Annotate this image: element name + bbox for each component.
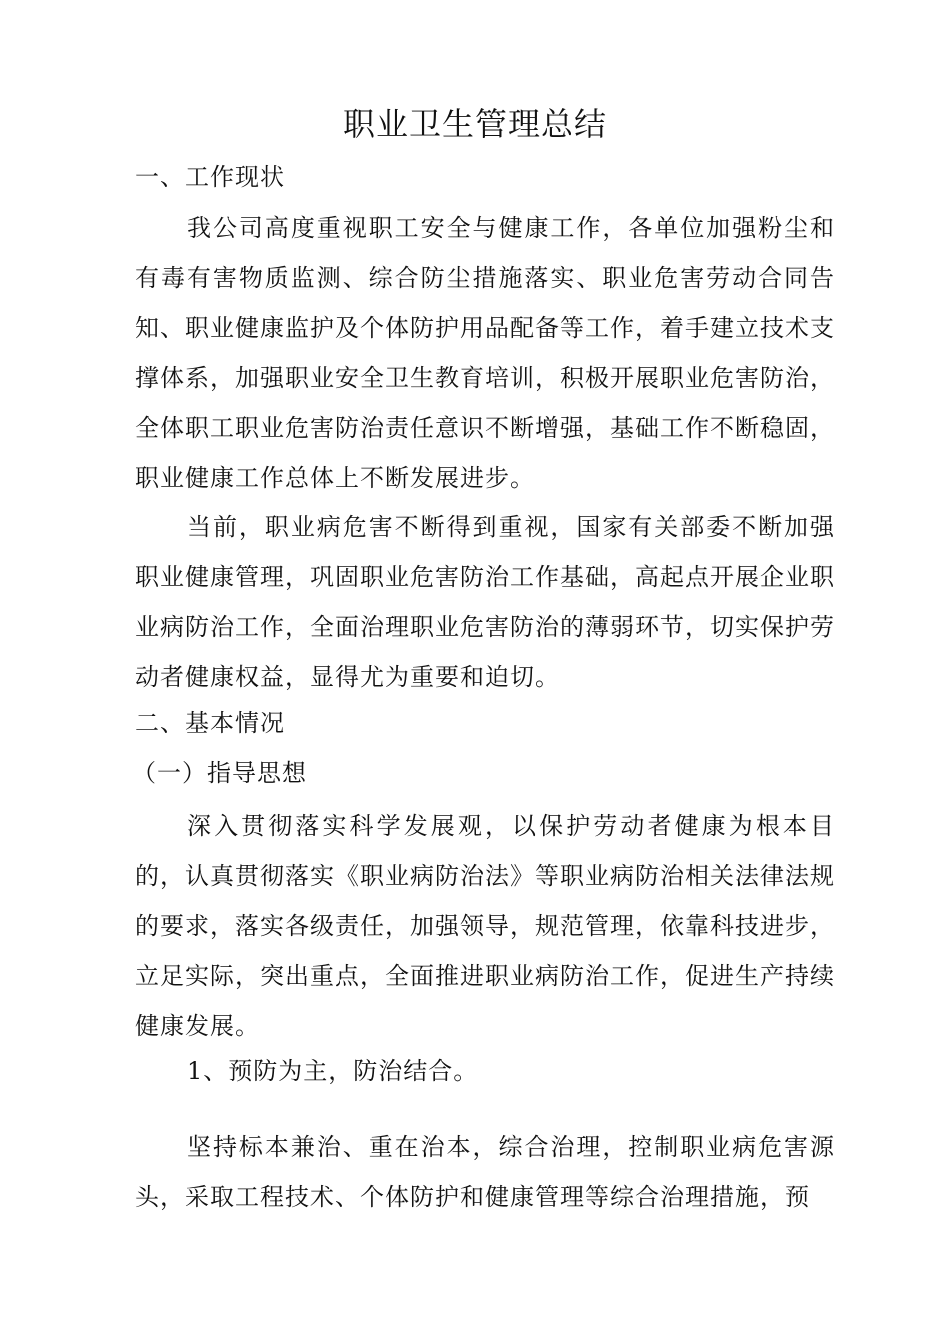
section-heading-work-status: 一、工作现状 — [135, 163, 285, 191]
subsection-heading-guiding-ideology: （一）指导思想 — [132, 759, 307, 787]
paragraph-text: 当前，职业病危害不断得到重视，国家有关部委不断加强职业健康管理，巩固职业危害防治工作基础，高起点开展企业职业病防治工作，全面治理职业危害防治的薄弱环节，切实保护劳动者健康权益，显得尤为重要和迫切。 — [135, 513, 835, 691]
paragraph-work-status-2 — [135, 502, 835, 702]
paragraph-text: 坚持标本兼治、重在治本，综合治理，控制职业病危害源头，采取工程技术、个体防护和健康管理等综合治理措施，预 — [135, 1133, 835, 1211]
list-item-prevention-first — [135, 1046, 835, 1096]
paragraph-guiding-ideology — [135, 801, 835, 1051]
section-heading-basic-situation: 二、基本情况 — [135, 709, 285, 737]
paragraph-text: 深入贯彻落实科学发展观，以保护劳动者健康为根本目的，认真贯彻落实《职业病防治法》等职业病防治相关法律法规的要求，落实各级责任，加强领导，规范管理，依靠科技进步，立足实际，突出重点，全面推进职业病防治工作，促进生产持续健康发展。 — [135, 812, 835, 1040]
paragraph-work-status-1 — [135, 203, 835, 503]
paragraph-text: 我公司高度重视职工安全与健康工作，各单位加强粉尘和有毒有害物质监测、综合防尘措施落实、职业危害劳动合同告知、职业健康监护及个体防护用品配备等工作，着手建立技术支撑体系，加强职业安全卫生教育培训，积极开展职业危害防治，全体职工职业危害防治责任意识不断增强，基础工作不断稳固，职业健康工作总体上不断发展进步。 — [135, 214, 835, 492]
paragraph-prevention-detail — [135, 1122, 835, 1222]
document-title: 职业卫生管理总结 — [342, 105, 607, 143]
list-item-text: 1、预防为主，防治结合。 — [187, 1057, 479, 1085]
